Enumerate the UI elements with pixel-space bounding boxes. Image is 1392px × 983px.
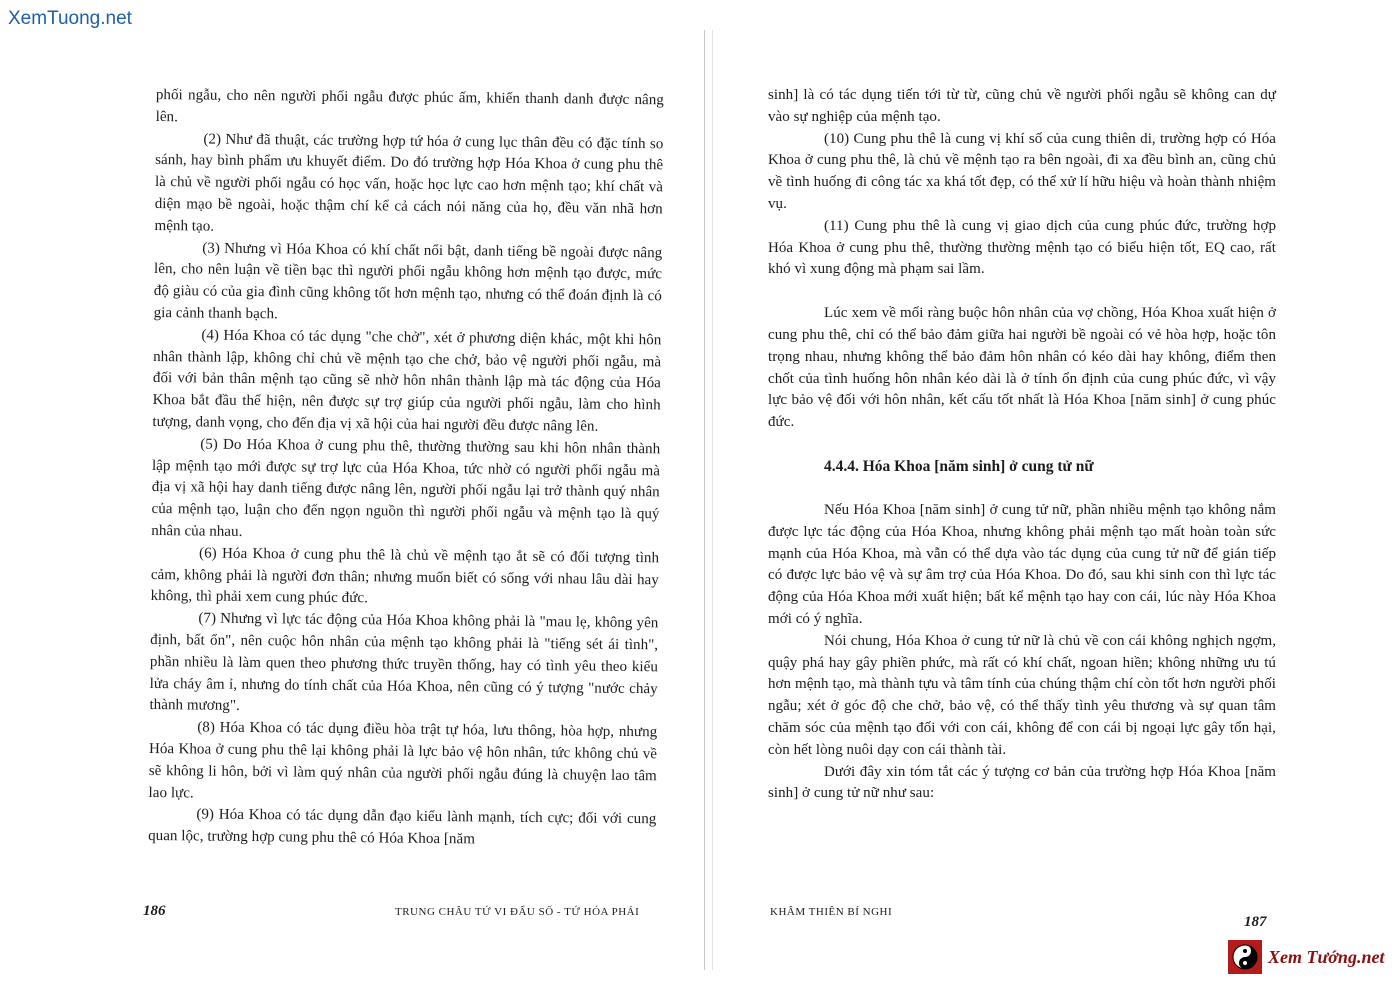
left-paragraph-8: (8) Hóa Khoa có tác dụng điều hòa trật tự hóa, lưu thông, hòa hợp, nhưng Hóa Khoa ở cung phu thê lại không phải là lực bảo vệ hôn nhân, tức không chủ về sẽ không li hôn, bởi vì làm quý nhân của người phối ngẫu đúng là chuyện lao tâm lao lực. bbox=[148, 719, 658, 801]
left-paragraph-9: (9) Hóa Khoa có tác dụng dẫn đạo kiểu lành mạnh, tích cực; đối với cung quan lộc, trường hợp cung phu thê có Hóa Khoa [năm bbox=[148, 806, 657, 848]
left-paragraph-3: (3) Nhưng vì Hóa Khoa có khí chất nổi bật, danh tiếng bề ngoài được nâng lên, cho nên luận về tiền bạc thì người phối ngẫu không hơn mệnh tạo được, mức độ giàu có của gia đình cũng không tốt hơn mệnh tạo, nhưng có thể đoán định là có gia cảnh thanh bạch. bbox=[153, 240, 663, 323]
left-page-footer: TRUNG CHÂU TỨ VI ĐẨU SỐ - TỨ HÓA PHÁI bbox=[395, 906, 640, 918]
right-paragraph-2: (10) Cung phu thê là cung vị khí số của cung thiên di, trường hợp có Hóa Khoa ở cung phu thê, là chủ về mệnh tạo ra bên ngoài, đi xa đều bình an, cũng chủ về tình huống đi công tác xa khá tốt đẹp, có thể xử lí hữu hiệu và hoàn thành nhiệm vụ. bbox=[768, 130, 1276, 212]
watermark-bottom-text: Xem Tướng.net bbox=[1268, 946, 1385, 967]
left-paragraph-6: (6) Hóa Khoa ở cung phu thê là chủ về mệnh tạo ắt sẽ có đối tượng tình cảm, không phải là người đơn thân; nhưng muốn biết có sống với nhau lâu dài hay không, thì phải xem cung phúc đức. bbox=[150, 545, 660, 607]
book-spine bbox=[704, 30, 705, 970]
left-paragraph-5: (5) Do Hóa Khoa ở cung phu thê, thường thường sau khi hôn nhân thành lập mệnh tạo mới được sự trợ lực của Hóa Khoa, tức nhờ có người phối ngẫu mà địa vị xã hội hay danh tiếng được nâng lên, người phối ngẫu lại trở thành quý nhân của mệnh tạo, luận cho đến ngọn nguồn thì người phối ngẫu và mệnh tạo là quý nhân của nhau. bbox=[151, 436, 661, 540]
right-paragraph-6: Nói chung, Hóa Khoa ở cung tử nữ là chủ về con cái không nghịch ngợm, quậy phá hay gây phiền phức, mà rất có khí chất, ngoan hiền; không những ưu tú hơn mệnh tạo, mà thành tựu và tâm tính của chúng thậm chí còn tốt hơn người phối ngẫu; xét ở góc độ che chở, bảo vệ, có thể thấy tình yêu thương và sự quan tâm chăm sóc của mệnh tạo đối với con cái, không để con cái bị ngoại lực gây tổn hại, còn hết lòng nuôi dạy con cái thành tài. bbox=[768, 632, 1276, 758]
left-paragraph-7: (7) Nhưng vì lực tác động của Hóa Khoa không phải là "mau lẹ, không yên định, bất ổn", nên cuộc hôn nhân của mệnh tạo không phải là "tiếng sét ái tình", phần nhiều là làm quen theo phương thức truyền thống, hay có tình yêu theo kiểu lửa cháy âm ỉ, nhưng do tính chất của Hóa Khoa, nên cũng có ý tượng "nước chảy thành mương". bbox=[149, 610, 659, 715]
yin-yang-icon bbox=[1228, 940, 1262, 974]
left-paragraph-2: (2) Như đã thuật, các trường hợp tứ hóa ở cung lục thân đều có đặc tính so sánh, hay bình phẩm ưu khuyết điểm. Do đó trường hợp Hóa Khoa ở cung phu thê là chủ về người phối ngẫu có học vấn, hoặc học lực cao hơn mệnh tạo; khí chất và diện mạo bề ngoài, hoặc thậm chí kể cả cách nói năng của họ, đều văn nhã hơn mệnh tạo. bbox=[154, 131, 664, 235]
right-page-number: 187 bbox=[1244, 914, 1267, 930]
right-paragraph-4: Lúc xem về mối ràng buộc hôn nhân của vợ chồng, Hóa Khoa xuất hiện ở cung phu thê, chỉ có thể bảo đảm giữa hai người bề ngoài có vẻ hòa hợp, hoặc tôn trọng nhau, nhưng không thể bảo đảm hôn nhân có kéo dài hay không, điểm then chốt của tình huống hôn nhân kéo dài là ở tính ổn định của cung phúc đức, vì vậy lực bảo vệ đối với hôn nhân, kết cấu tốt nhất là Hóa Khoa [năm sinh] ở cung phúc đức. bbox=[768, 305, 1276, 431]
left-paragraph-4: (4) Hóa Khoa có tác dụng "che chở", xét ở phương diện khác, một khi hôn nhân thành lập, không chỉ chủ về mệnh tạo che chở, bảo vệ người phối ngẫu, mà đối với bản thân mệnh tạo cũng sẽ nhờ hôn nhân thành lập mà tác động của Hóa Khoa bắt đầu thể hiện, nên được sự trợ giúp của người phối ngẫu, làm cho hình tượng, danh vọng, cho đến địa vị xã hội của hai người đều được nâng lên. bbox=[152, 327, 662, 435]
right-page-footer: KHÂM THIÊN BÍ NGHI bbox=[770, 906, 893, 918]
watermark-bottom[interactable] bbox=[1228, 940, 1388, 974]
right-page bbox=[768, 85, 1276, 805]
right-paragraph-7: Dưới đây xin tóm tắt các ý tượng cơ bản của trường hợp Hóa Khoa [năm sinh] ở cung tử nữ như sau: bbox=[768, 763, 1276, 802]
right-paragraph-1: sinh] là có tác dụng tiến tới từ từ, cũng chủ về người phối ngẫu sẽ không can dự vào sự nghiệp của mệnh tạo. bbox=[768, 87, 1276, 125]
right-paragraph-3: (11) Cung phu thê là cung vị giao dịch của cung phúc đức, trường hợp Hóa Khoa ở cung phu thê, thường thường mệnh tạo có biểu hiện tốt, EQ cao, rất khó vì xung động mà phạm sai lầm. bbox=[768, 217, 1276, 278]
right-paragraph-5: Nếu Hóa Khoa [năm sinh] ở cung tử nữ, phần nhiều mệnh tạo không nắm được lực tác động của Hóa Khoa, nhưng không phải mệnh tạo mất hoàn toàn sức mạnh của Hóa Khoa, mà vẫn có thể dựa vào tác dụng của cung tử nữ để gián tiếp có được lực bảo vệ và sự âm trợ của Hóa Khoa. Do đó, sau khi sinh con thì lực tác động của Hóa Khoa mới xuất hiện; bất kể mệnh tạo hay con cái, lúc này Hóa Khoa mới có ý nghĩa. bbox=[768, 501, 1276, 627]
left-page-number: 186 bbox=[143, 903, 166, 919]
section-heading: 4.4.4. Hóa Khoa [năm sinh] ở cung tử nữ bbox=[824, 457, 1094, 475]
watermark-top[interactable]: XemTuong.net bbox=[8, 8, 132, 29]
left-page bbox=[148, 85, 664, 853]
left-paragraph-1: phối ngẫu, cho nên người phối ngẫu được phúc ấm, khiến thanh danh được nâng lên. bbox=[155, 86, 664, 126]
book-spine-shadow bbox=[712, 30, 713, 970]
